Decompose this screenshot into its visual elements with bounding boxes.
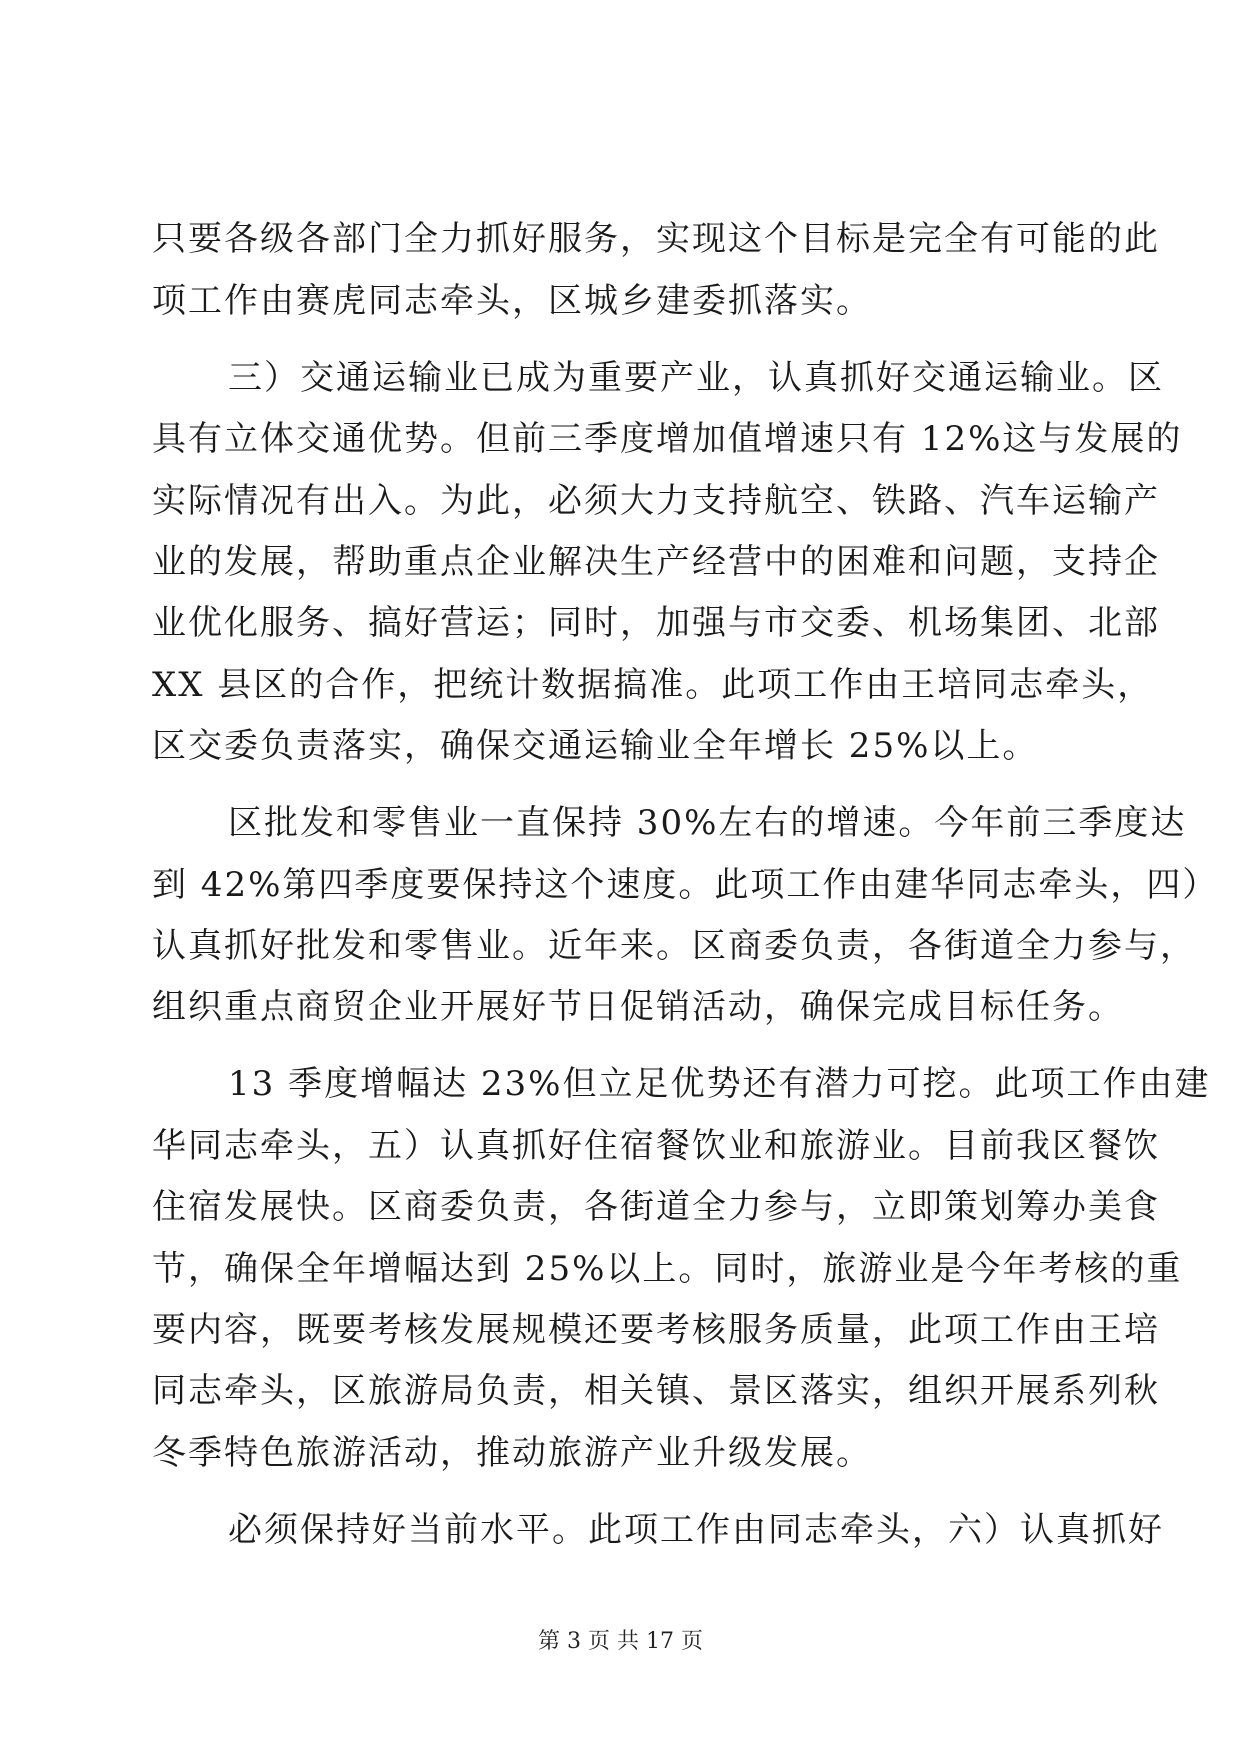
text-line: 认真抓好批发和零售业。近年来。区商委负责，各街道全力参与， — [152, 926, 1196, 966]
text-line: 华同志牵头，五）认真抓好住宿餐饮业和旅游业。目前我区餐饮 — [152, 1126, 1160, 1166]
paragraph-first-line: 三）交通运输业已成为重要产业，认真抓好交通运输业。区 — [228, 358, 1164, 398]
text-line: 到 42%第四季度要保持这个速度。此项工作由建华同志牵头，四） — [152, 865, 1219, 905]
text-line: XX 县区的合作，把统计数据搞准。此项工作由王培同志牵头， — [152, 665, 1154, 705]
text-line: 业的发展，帮助重点企业解决生产经营中的困难和问题，支持企 — [152, 542, 1160, 582]
text-line: 具有立体交通优势。但前三季度增加值增速只有 12%这与发展的 — [152, 419, 1183, 459]
text-line: 冬季特色旅游活动，推动旅游产业升级发展。 — [152, 1433, 872, 1473]
paragraph-first-line: 区批发和零售业一直保持 30%左右的增速。今年前三季度达 — [228, 803, 1187, 843]
text-line: 实际情况有出入。为此，必须大力支持航空、铁路、汽车运输产 — [152, 481, 1160, 521]
text-line: 住宿发展快。区商委负责，各街道全力参与，立即策划筹办美食 — [152, 1187, 1160, 1227]
text-line: 组织重点商贸企业开展好节日促销活动，确保完成目标任务。 — [152, 987, 1124, 1027]
text-line: 区交委负责落实，确保交通运输业全年增长 25%以上。 — [152, 726, 1039, 766]
text-line: 只要各级各部门全力抓好服务，实现这个目标是完全有可能的此 — [152, 219, 1160, 259]
text-line: 同志牵头，区旅游局负责，相关镇、景区落实，组织开展系列秋 — [152, 1371, 1160, 1411]
paragraph-first-line: 13 季度增幅达 23%但立足优势还有潜力可挖。此项工作由建 — [228, 1064, 1211, 1104]
text-line: 要内容，既要考核发展规模还要考核服务质量，此项工作由王培 — [152, 1310, 1160, 1350]
paragraph-first-line: 必须保持好当前水平。此项工作由同志牵头，六）认真抓好 — [228, 1510, 1164, 1550]
page-number-footer: 第 3 页 共 17 页 — [538, 1629, 703, 1654]
text-line: 项工作由赛虎同志牵头，区城乡建委抓落实。 — [152, 281, 872, 321]
text-line: 业优化服务、搞好营运；同时，加强与市交委、机场集团、北部 — [152, 603, 1160, 643]
text-line: 节，确保全年增幅达到 25%以上。同时，旅游业是今年考核的重 — [152, 1249, 1183, 1289]
